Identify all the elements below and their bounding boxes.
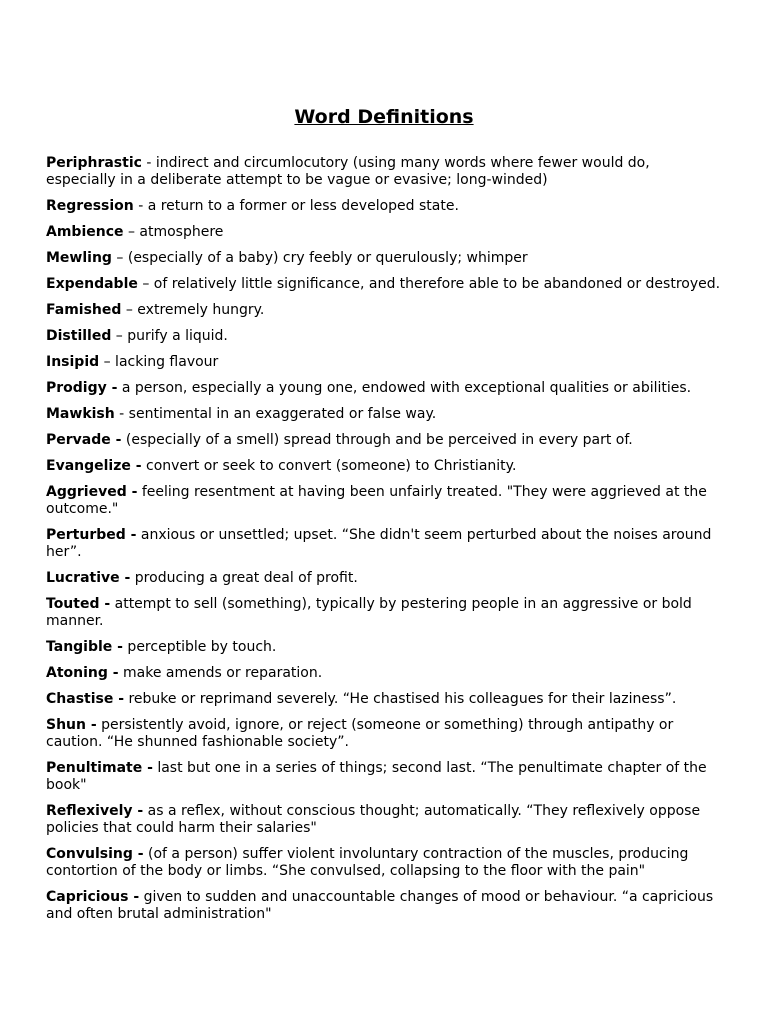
entry-term: Perturbed - xyxy=(46,527,137,543)
entry-term: Shun - xyxy=(46,717,97,733)
definition-entry xyxy=(46,889,722,923)
entry-term: Penultimate - xyxy=(46,760,153,776)
entry-definition: persistently avoid, ignore, or reject (someone or something) through antipathy or caution. “He shunned fashionable society”. xyxy=(46,717,674,750)
entry-definition: attempt to sell (something), typically by pestering people in an aggressive or bold manner. xyxy=(46,596,692,629)
entry-term: Reflexively - xyxy=(46,803,144,819)
definition-list xyxy=(46,155,722,923)
definition-entry xyxy=(46,484,722,518)
entry-term: Periphrastic xyxy=(46,155,142,171)
entry-term: Lucrative - xyxy=(46,570,131,586)
entry-term: Mewling xyxy=(46,250,112,266)
entry-definition: anxious or unsettled; upset. “She didn't seem perturbed about the noises around her”. xyxy=(46,527,712,560)
definition-entry xyxy=(46,276,722,293)
entry-definition: given to sudden and unaccountable changes of mood or behaviour. “a capricious and often brutal administration" xyxy=(46,889,714,922)
entry-term: Regression xyxy=(46,198,134,214)
definition-entry xyxy=(46,760,722,794)
entry-term: Mawkish xyxy=(46,406,115,422)
definition-entry xyxy=(46,250,722,267)
entry-term: Capricious - xyxy=(46,889,140,905)
entry-definition: - indirect and circumlocutory (using many words where fewer would do, especially in a deliberate attempt to be vague or evasive; long-winded) xyxy=(46,155,650,188)
definition-entry xyxy=(46,596,722,630)
definition-entry xyxy=(46,328,722,345)
entry-definition: perceptible by touch. xyxy=(122,639,277,655)
entry-term: Insipid xyxy=(46,354,100,370)
entry-term: Distilled xyxy=(46,328,112,344)
definition-entry xyxy=(46,224,722,241)
entry-definition: (especially of a smell) spread through and be perceived in every part of. xyxy=(121,432,633,448)
definition-entry xyxy=(46,570,722,587)
entry-definition: (of a person) suffer violent involuntary contraction of the muscles, producing contortion of the body or limbs. “She convulsed, collapsing to the floor with the pain" xyxy=(46,846,689,879)
definition-entry xyxy=(46,665,722,682)
entry-definition: – of relatively little significance, and therefore able to be abandoned or destroyed. xyxy=(137,276,721,292)
entry-definition: – (especially of a baby) cry feebly or querulously; whimper xyxy=(111,250,528,266)
entry-definition: last but one in a series of things; second last. “The penultimate chapter of the book" xyxy=(46,760,707,793)
definition-entry xyxy=(46,846,722,880)
entry-term: Pervade - xyxy=(46,432,122,448)
definition-entry xyxy=(46,406,722,423)
definition-entry xyxy=(46,803,722,837)
entry-term: Chastise - xyxy=(46,691,125,707)
entry-definition: - sentimental in an exaggerated or false way. xyxy=(114,406,437,422)
entry-definition: feeling resentment at having been unfairly treated. "They were aggrieved at the outcome." xyxy=(46,484,707,517)
definition-entry xyxy=(46,432,722,449)
entry-definition: convert or seek to convert (someone) to Christianity. xyxy=(141,458,517,474)
definition-entry xyxy=(46,302,722,319)
entry-definition: as a reflex, without conscious thought; automatically. “They reflexively oppose policies that could harm their salaries" xyxy=(46,803,701,836)
entry-term: Touted - xyxy=(46,596,111,612)
entry-definition: – atmosphere xyxy=(123,224,224,240)
entry-term: Atoning - xyxy=(46,665,119,681)
entry-term: Expendable xyxy=(46,276,138,292)
definition-entry xyxy=(46,380,722,397)
entry-definition: - a return to a former or less developed state. xyxy=(133,198,459,214)
entry-definition: – lacking flavour xyxy=(99,354,219,370)
entry-term: Evangelize - xyxy=(46,458,142,474)
definition-entry xyxy=(46,354,722,371)
entry-definition: – purify a liquid. xyxy=(111,328,228,344)
entry-term: Convulsing - xyxy=(46,846,144,862)
entry-term: Famished xyxy=(46,302,122,318)
entry-definition: a person, especially a young one, endowed with exceptional qualities or abilities. xyxy=(117,380,692,396)
entry-definition: producing a great deal of profit. xyxy=(130,570,358,586)
entry-definition: rebuke or reprimand severely. “He chastised his colleagues for their laziness”. xyxy=(124,691,677,707)
entry-term: Prodigy - xyxy=(46,380,118,396)
definition-entry xyxy=(46,639,722,656)
entry-definition: make amends or reparation. xyxy=(118,665,323,681)
entry-term: Tangible - xyxy=(46,639,123,655)
definition-entry xyxy=(46,527,722,561)
definition-entry xyxy=(46,691,722,708)
page-title: Word Definitions xyxy=(294,106,474,128)
definition-entry xyxy=(46,458,722,475)
entry-term: Aggrieved - xyxy=(46,484,138,500)
entry-term: Ambience xyxy=(46,224,124,240)
definition-entry xyxy=(46,717,722,751)
definition-entry xyxy=(46,198,722,215)
entry-definition: – extremely hungry. xyxy=(121,302,265,318)
definition-entry xyxy=(46,155,722,189)
